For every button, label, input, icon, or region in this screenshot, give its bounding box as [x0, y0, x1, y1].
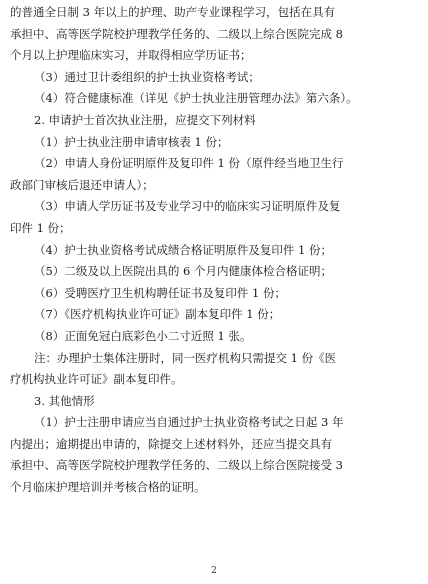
- text-line-13: （5）二级及以上医院出具的 6 个月内健康体检合格证明；: [34, 264, 332, 279]
- text-line-15: （7）《医疗机构执业许可证》副本复印件 1 份；: [34, 307, 281, 322]
- text-line-5: （4）符合健康标准（详见《护士执业注册管理办法》第六条）。: [34, 91, 358, 106]
- text-line-9: 政部门审核后退还申请人）；: [10, 177, 154, 192]
- note-line-2: 疗机构执业许可证》副本复印件。: [10, 372, 183, 387]
- text-line-4: （3）通过卫计委组织的护士执业资格考试；: [34, 69, 260, 84]
- text-line-10: （3）申请人学历证书及专业学习中的临床实习证明原件及复: [34, 199, 341, 214]
- text-line-12: （4）护士执业资格考试成绩合格证明原件及复印件 1 份；: [34, 242, 332, 257]
- text-line-16: （8）正面免冠白底彩色小二寸近照 1 张。: [34, 328, 252, 343]
- text-line-8: （2）申请人身份证明原件及复印件 1 份（原件经当地卫生行: [34, 156, 344, 171]
- text-line-2: 承担中、高等医学院校护理教学任务的、二级以上综合医院完成 8: [10, 26, 343, 41]
- text-line-11: 印件 1 份；: [10, 220, 71, 235]
- text-line-22: 承担中、高等医学院校护理教学任务的、二级以上综合医院接受 3: [10, 458, 343, 473]
- section-heading-2: 2. 申请护士首次执业注册，应提交下列材料: [34, 112, 256, 127]
- text-line-3: 个月以上护理临床实习，并取得相应学历证书；: [10, 48, 252, 63]
- page-number: 2: [211, 566, 217, 576]
- text-line-7: （1）护士执业注册申请审核表 1 份；: [34, 134, 229, 149]
- text-line-20: （1）护士注册申请应当自通过护士执业资格考试之日起 3 年: [34, 415, 344, 430]
- section-heading-3: 3. 其他情形: [34, 393, 95, 408]
- text-line-1: 的普通全日制 3 年以上的护理、助产专业课程学习，包括在具有: [10, 5, 336, 19]
- text-line-14: （6）受聘医疗卫生机构聘任证书及复印件 1 份；: [34, 285, 286, 300]
- text-line-21: 内提出；逾期提出申请的，除提交上述材料外，还应当提交具有: [10, 436, 332, 451]
- note-line-1: 注：办理护士集体注册时，同一医疗机构只需提交 1 份《医: [34, 350, 337, 365]
- text-line-23: 个月临床护理培训并考核合格的证明。: [10, 480, 206, 495]
